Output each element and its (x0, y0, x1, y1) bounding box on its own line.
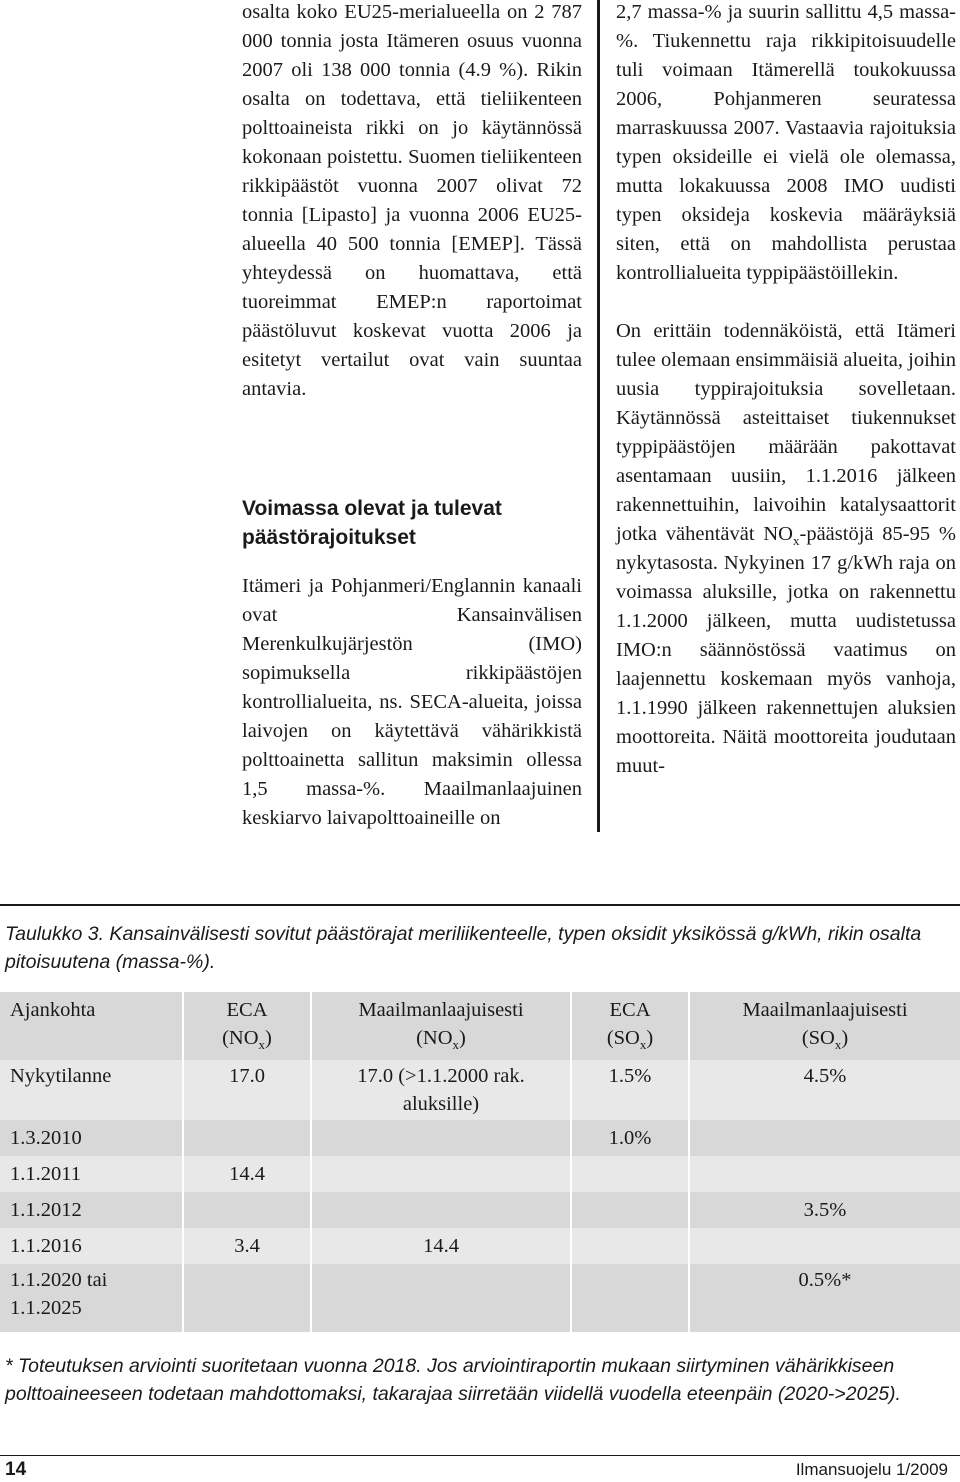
body-paragraph (616, 317, 956, 781)
header-line: Maailmanlaajuisesti (742, 999, 908, 1021)
table-caption: Taulukko 3. Kansainvälisesti sovitut päästörajat meriliikenteelle, typen oksidit yksikössä g/kWh, rikin osalta pitoisuutena (massa-%). (5, 923, 922, 973)
header-line: ECA (226, 999, 268, 1021)
text-run: On erittäin todennäköistä, että Itämeri tulee olemaan ensimmäisiä alueita, joihin uusia typpirajoituksia sovelletaan. Käytännössä asteittaiset tiukennukset typpipäästöjen määrään pakottavat asentamaan uusiin, 1.1.2016 jälkeen rakennettuihin, laivoihin katalysaattorit jotka vähentävät NO (616, 320, 956, 545)
table-cell: 17.0 (229, 1065, 265, 1087)
table-cell: 4.5% (803, 1065, 847, 1087)
left-column (242, 0, 582, 404)
emission-limits-table (0, 992, 960, 1332)
table-cell: 1.1.2011 (10, 1163, 81, 1185)
body-paragraph: Itämeri ja Pohjanmeri/Englannin kanaali ovat Kansainvälisen Merenkulkujärjestön (IMO) sopimuksella rikkipäästöjen kontrollialueita, ns. SECA-alueita, joissa laivojen on käytettävä vähärikkistä polttoainetta sallitun maksimin ollessa 1,5 massa-%. Maailmanlaajuinen keskiarvo laivapolttoaineille on (242, 575, 582, 829)
header-line: (SO (801, 1027, 835, 1049)
header-close: ) (646, 1027, 654, 1049)
subscript: x (258, 1037, 266, 1053)
header-line: ECA (609, 999, 651, 1021)
table-row (0, 1264, 960, 1332)
table-cell: 3.5% (803, 1199, 847, 1221)
table-cell: 0.5%* (798, 1269, 852, 1291)
table-row (0, 1120, 960, 1156)
table-column-divider (182, 992, 184, 1332)
header-line: (SO (606, 1027, 640, 1049)
text-run: -päästöjä 85-95 % nykytasosta. Nykyinen 17 g/kWh raja on voimassa aluksille, jotka on rakennettu 1.1.2000 jälkeen, mutta uudistetussa IMO:n säännöstössä vaatimus on laajennettu koskemaan myös vanhoja, 1.1.1990 jälkeen rakennettujen aluksien moottoreita. Näitä moottoreita joudutaan muut- (616, 523, 956, 777)
header-cell (690, 996, 960, 1059)
header-close: ) (459, 1027, 466, 1049)
header-cell (572, 996, 688, 1059)
header-line: Maailmanlaajuisesti (358, 999, 524, 1021)
page-number: 14 (5, 1459, 27, 1480)
header-cell (184, 996, 310, 1059)
subscript: x (452, 1037, 460, 1053)
header-line: (NO (222, 1027, 259, 1049)
section-body (242, 572, 582, 833)
body-paragraph: osalta koko EU25-merialueella on 2 787 000 tonnia josta Itämeren osuus vuonna 2007 oli 138 000 tonnia (4.9 %). Rikin osalta on todettava, että tieliikenteen polttoaineista rikki on jo käytännössä kokonaan poistettu. Suomen tieliikenteen rikkipäästöt vuonna 2007 olivat 72 tonnia [Lipasto] ja vuonna 2006 EU25-alueella 40 500 tonnia [EMEP]. Tässä yhteydessä on huomattava, että tuoreimmat EMEP:n raportoimat päästöluvut koskevat vuotta 2006 ja esitetyt vertailut ovat vain suuntaa antavia. (242, 1, 582, 400)
table-cell: 14.4 (423, 1235, 459, 1257)
table-footnote: * Toteutuksen arviointi suoritetaan vuonna 2018. Jos arviointiraportin mukaan siirtyminen vähärikkiseen polttoaineeseen todetaan mahdottomaksi, takarajaa siirretään viidellä vuodella eteenpäin (2020->2025). (5, 1355, 901, 1405)
table-cell: 1.1.2020 tai 1.1.2025 (10, 1269, 108, 1319)
caption-divider (0, 904, 960, 906)
table-cell: 17.0 (>1.1.2000 rak. aluksille) (357, 1065, 525, 1115)
table-row (0, 1156, 960, 1192)
table-column-divider (688, 992, 690, 1332)
header-close: ) (841, 1027, 849, 1049)
table-cell: 1.0% (608, 1127, 652, 1149)
table-header-row (0, 992, 960, 1060)
body-paragraph: 2,7 massa-% ja suurin sallittu 4,5 massa-%. Tiukennettu raja rikkipitoisuudelle tuli voimaan Itämerellä toukokuussa 2006, Pohjanmeren seuratessa marraskuussa 2007. Vastaavia rajoituksia typen oksideille ei vielä ole olemassa, mutta lokakuussa 2008 IMO uudisti typen oksideja koskevia määräyksiä siten, että on mahdollista perustaa kontrollialueita typpipäästöillekin. (616, 1, 956, 284)
header-line: (NO (416, 1027, 453, 1049)
table-cell: 1.1.2012 (10, 1199, 82, 1221)
header-close: ) (265, 1027, 272, 1049)
table-cell: Nykytilanne (10, 1065, 112, 1087)
footer-divider (0, 1455, 960, 1456)
table-column-divider (570, 992, 572, 1332)
section-heading: Voimassa olevat ja tulevat päästörajoitukset (242, 497, 502, 549)
table-cell: 1.1.2016 (10, 1235, 82, 1257)
table-row (0, 1060, 960, 1120)
subscript: x (793, 533, 800, 549)
table-cell: 1.3.2010 (10, 1127, 82, 1149)
table-cell: 14.4 (229, 1163, 265, 1185)
column-divider (597, 0, 600, 832)
header-cell: Ajankohta (10, 999, 96, 1021)
right-column (616, 0, 956, 781)
table-cell: 3.4 (234, 1235, 260, 1257)
header-cell (312, 996, 570, 1059)
table-column-divider (310, 992, 312, 1332)
subscript: x (639, 1037, 647, 1053)
table-row (0, 1192, 960, 1228)
journal-name: Ilmansuojelu 1/2009 (795, 1460, 948, 1479)
table-row (0, 1228, 960, 1264)
subscript: x (834, 1037, 842, 1053)
table-cell: 1.5% (608, 1065, 652, 1087)
